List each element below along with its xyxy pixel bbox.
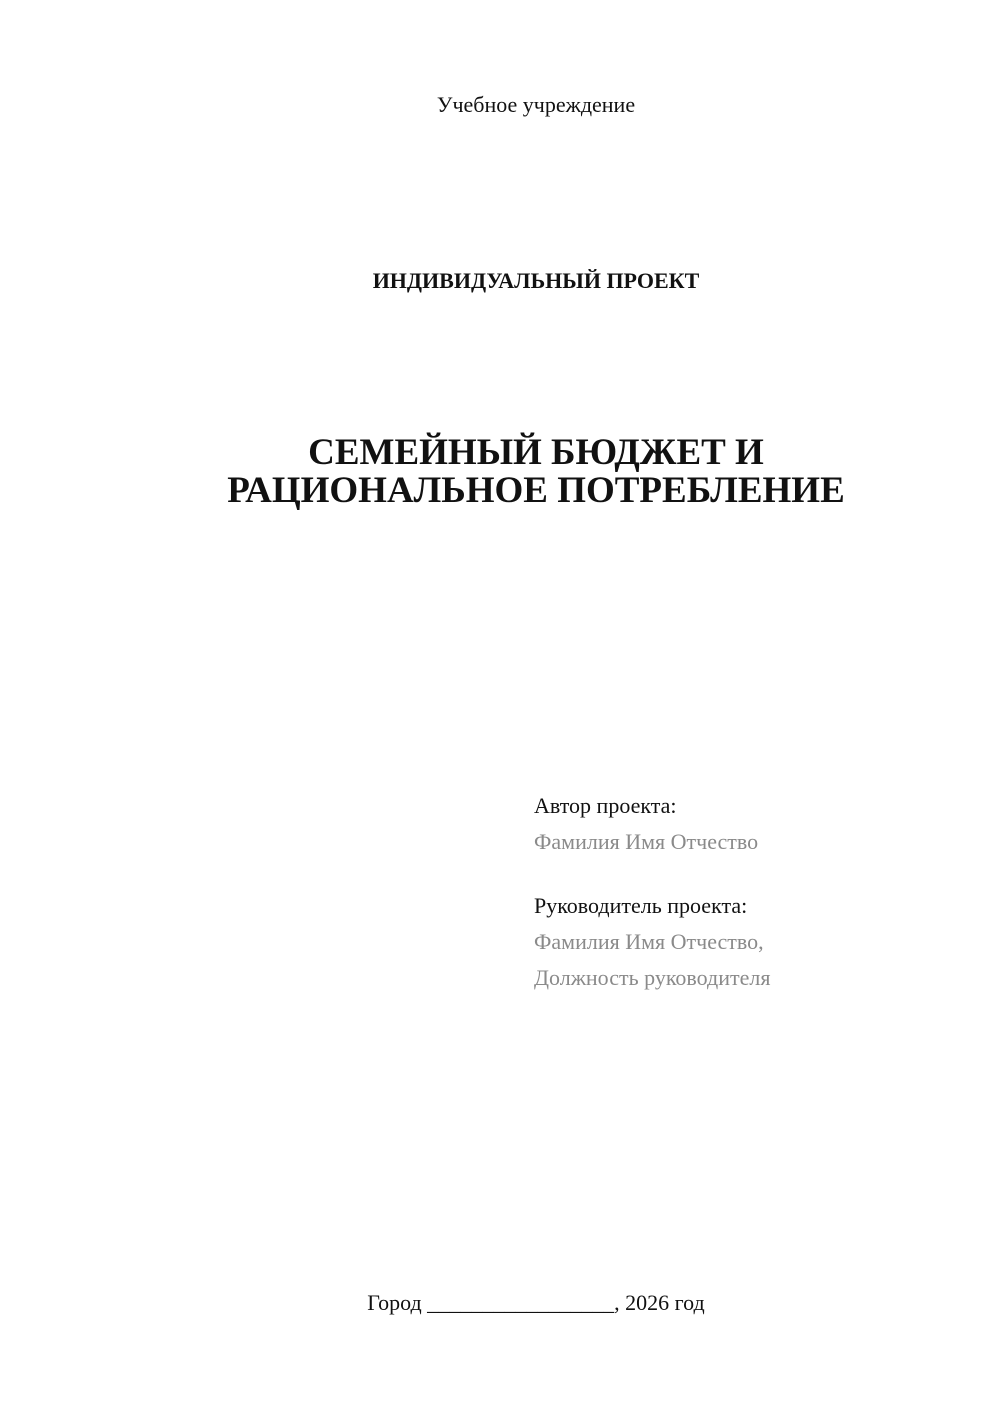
- credits-block: [534, 788, 770, 996]
- project-title-line-1: СЕМЕЙНЫЙ БЮДЖЕТ И: [308, 432, 764, 473]
- supervisor-label: Руководитель проекта:: [534, 893, 748, 918]
- author-name: Фамилия Имя Отчество: [534, 829, 759, 854]
- city-year-line: [0, 1290, 1000, 1316]
- supervisor-position: Должность руководителя: [534, 965, 771, 990]
- project-title-line-2: РАЦИОНАЛЬНОЕ ПОТРЕБЛЕНИЕ: [227, 470, 845, 511]
- city-blank: _________________: [427, 1290, 615, 1315]
- institution-name: Учебное учреждение: [436, 92, 636, 117]
- author-label: Автор проекта:: [534, 793, 677, 818]
- project-type-heading: ИНДИВИДУАЛЬНЫЙ ПРОЕКТ: [372, 268, 700, 293]
- project-title: [0, 434, 1000, 510]
- year-text: , 2026 год: [614, 1290, 705, 1315]
- supervisor-name: Фамилия Имя Отчество,: [534, 929, 764, 954]
- city-prefix: Город: [367, 1290, 428, 1315]
